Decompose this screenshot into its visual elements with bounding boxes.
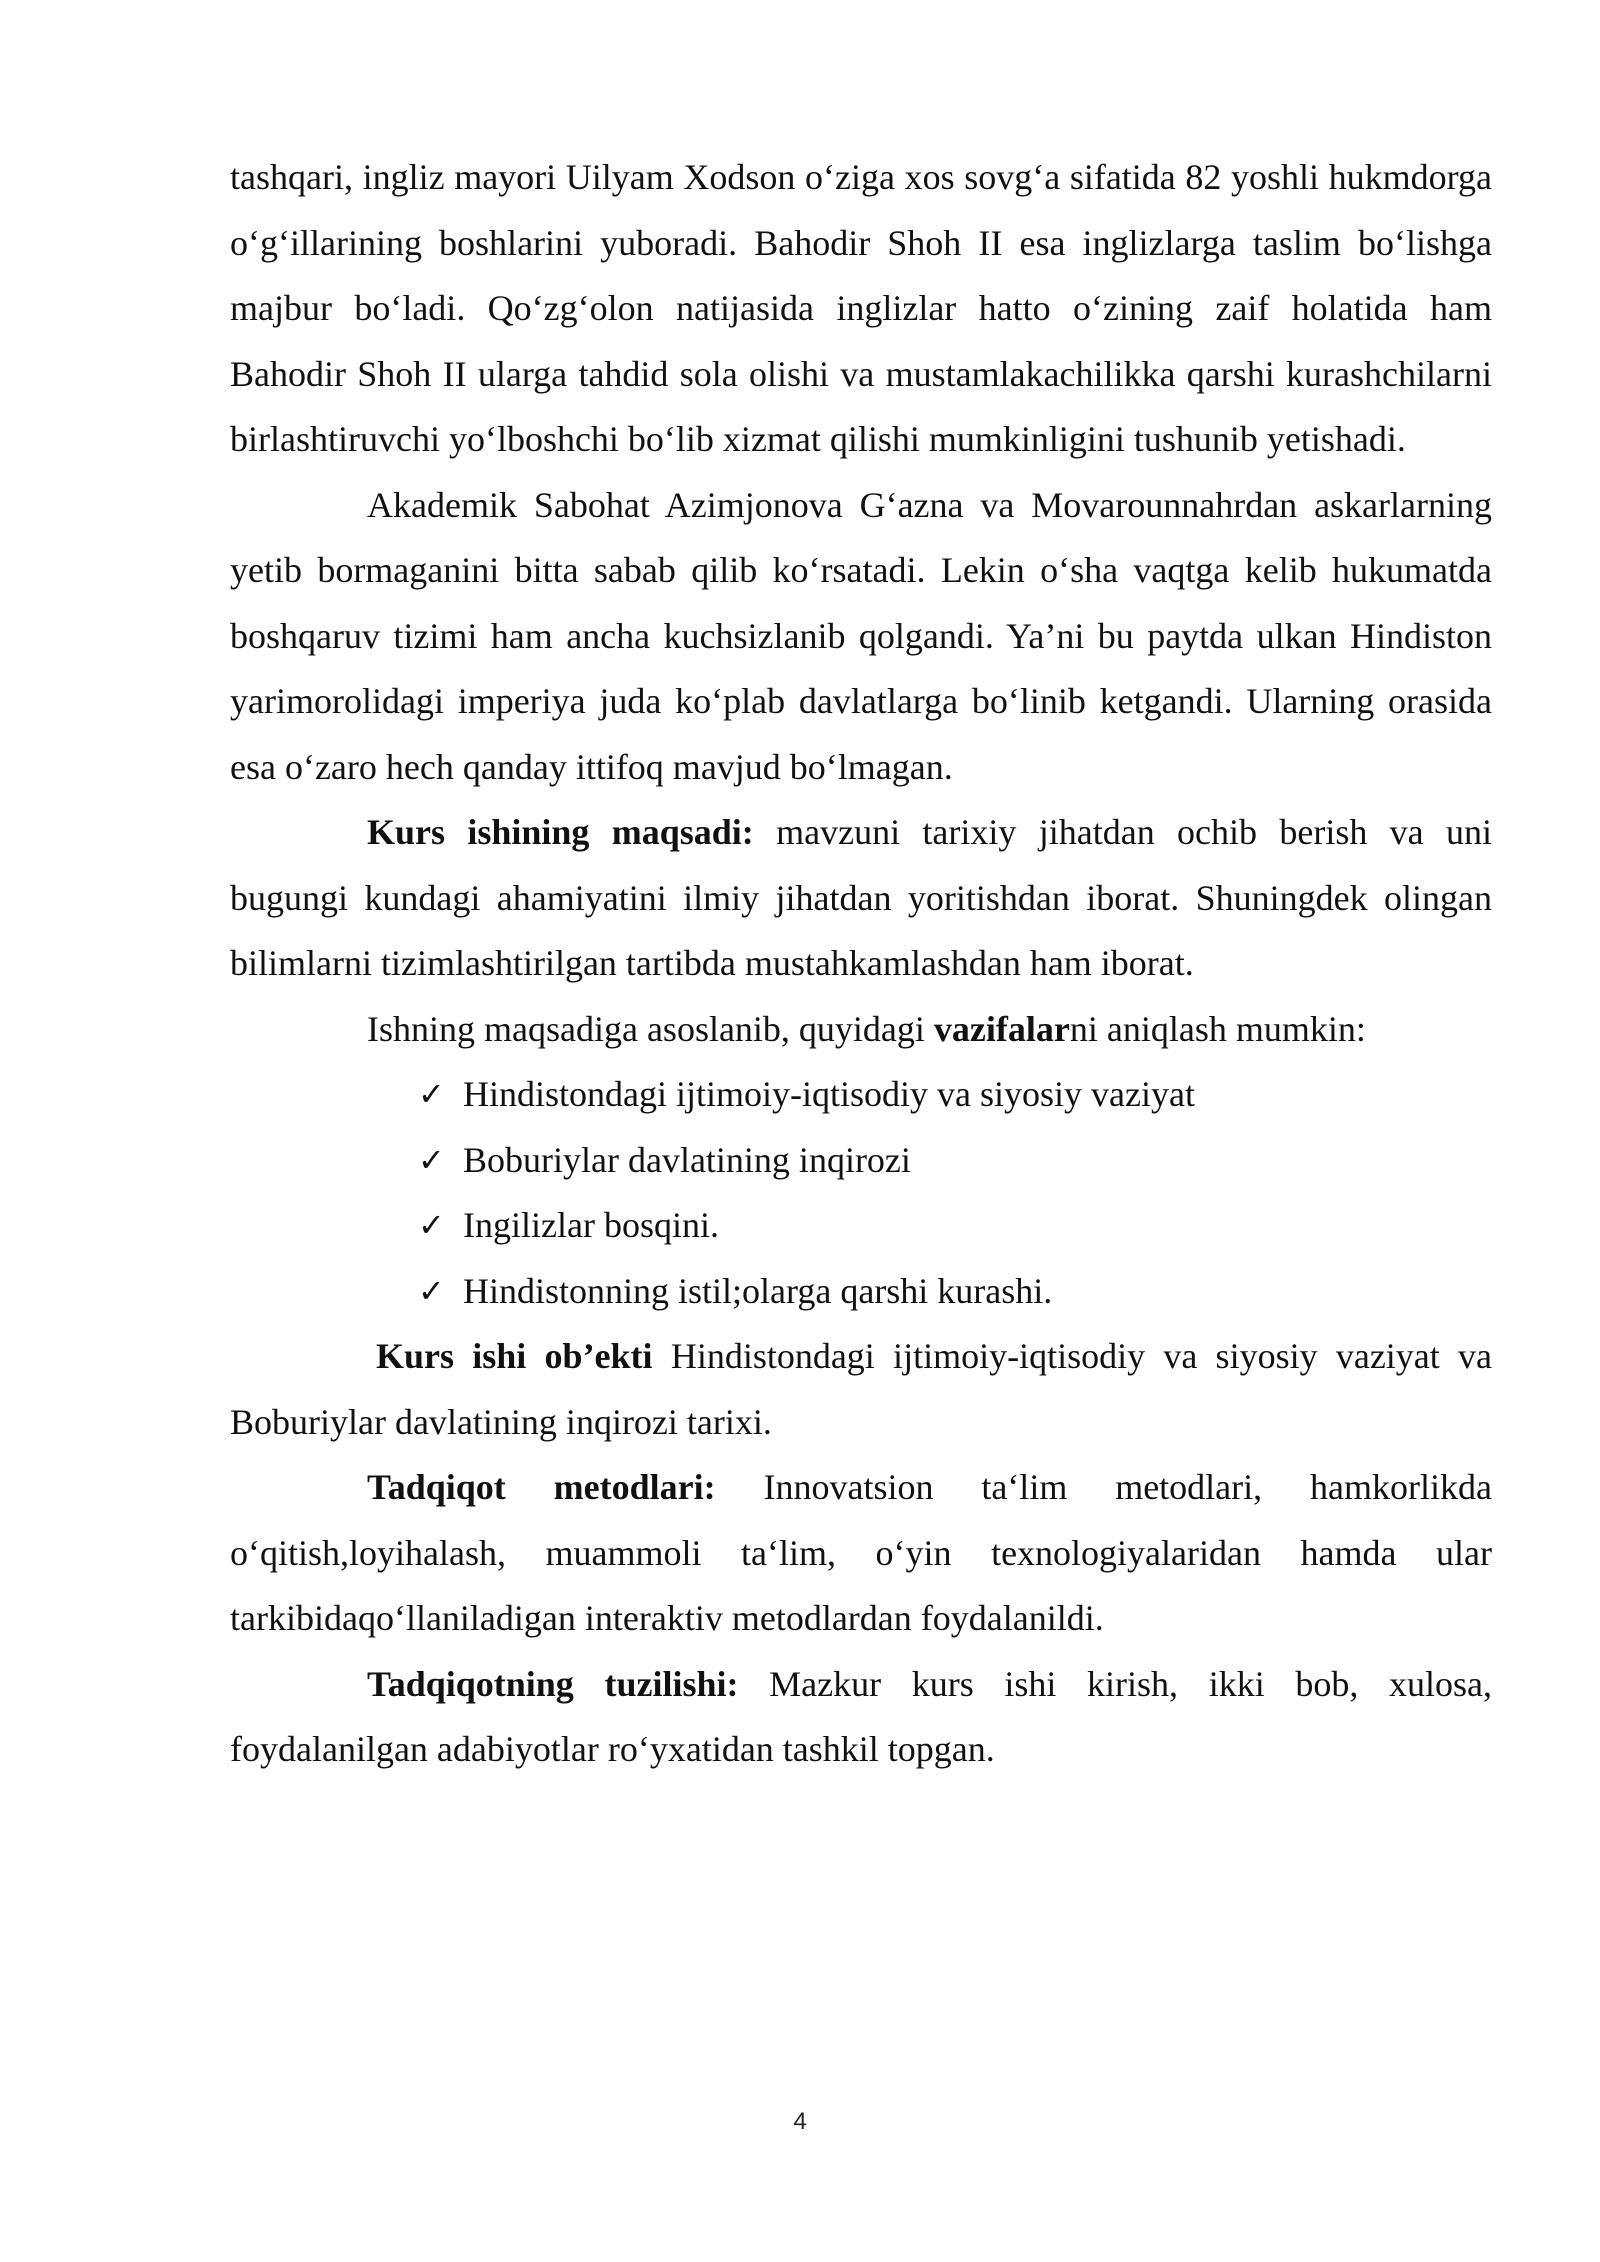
structure-text: Mazkur kurs ishi kirish, ikki bob, xulosa, foydalanilgan adabiyotlar ro‘yxatidan tashkil topgan.: [230, 1663, 1492, 1769]
goal-text: mavzuni tarixiy jihatdan ochib berish va uni bugungi kundagi ahamiyatini ilmiy jihatdan yoritishdan iborat. Shuningdek olingan bilimlarni tizimlashtirilgan tartibda mustahkamlashdan ham iborat.: [230, 812, 1492, 983]
checklist-item-text: Boburiylar davlatining inqirozi: [463, 1139, 911, 1180]
checklist-item: [230, 1193, 1492, 1259]
tasks-intro-suffix: ni aniqlash mumkin:: [1069, 1008, 1366, 1049]
page-body: [230, 145, 1492, 1783]
checklist-item-text: Hindistonning istil;olarga qarshi kurashi.: [463, 1270, 1053, 1311]
methods-heading: Tadqiqot metodlari:: [367, 1467, 716, 1507]
structure-heading: Tadqiqotning tuzilishi:: [367, 1663, 739, 1704]
methods-text: Innovatsion ta‘lim metodlari, hamkorlikda o‘qitish,loyihalash, muammoli ta‘lim, o‘yin texnologiyalaridan hamda ular tarkibidaqo‘llaniladigan interaktiv metodlardan foydalanildi.: [230, 1467, 1492, 1638]
task-checklist: [230, 1062, 1492, 1324]
tasks-intro-text: Ishning maqsadiga asoslanib, quyidagi: [367, 1008, 934, 1049]
page-number: 4: [793, 2108, 807, 2135]
goal-heading: Kurs ishining maqsadi:: [367, 812, 754, 852]
checklist-item-text: Hindistondagi ijtimoiy-iqtisodiy va siyosiy vaziyat: [463, 1074, 1195, 1114]
checkmark-icon: ✓: [418, 1206, 445, 1244]
object-heading: Kurs ishi ob’ekti: [376, 1336, 653, 1376]
paragraph-methods: [230, 1455, 1492, 1652]
paragraph-1: tashqari, ingliz mayori Uilyam Xodson o‘ziga xos sovg‘a sifatida 82 yoshli hukmdorga o‘g‘illarining boshlarini yuboradi. Bahodir Shoh II esa inglizlarga taslim bo‘lishga majbur bo‘ladi. Qo‘zg‘olon natijasida inglizlar hatto o‘zining zaif holatida ham Bahodir Shoh II ularga tahdid sola olishi va mustamlakachilikka qarshi kurashchilarni birlashtiruvchi yo‘lboshchi bo‘lib xizmat qilishi mumkinligini tushunib yetishadi.: [230, 157, 1492, 459]
checkmark-icon: ✓: [418, 1271, 445, 1310]
paragraph-2: Akademik Sabohat Azimjonova G‘azna va Movarounnahrdan askarlarning yetib bormaganini bitta sabab qilib ko‘rsatadi. Lekin o‘sha vaqtga kelib hukumatda boshqaruv tizimi ham ancha kuchsizlanib qolgandi. Ya’ni bu paytda ulkan Hindiston yarimorolidagi imperiya juda ko‘plab davlatlarga bo‘linib ketgandi. Ularning orasida esa o‘zaro hech qanday ittifoq mavjud bo‘lmagan.: [230, 484, 1492, 787]
object-text: Hindistondagi ijtimoiy-iqtisodiy va siyosiy vaziyat va Boburiylar davlatining inqirozi tarixi.: [230, 1336, 1493, 1442]
paragraph-structure: [230, 1652, 1492, 1783]
checklist-item-text: Ingilizlar bosqini.: [463, 1205, 719, 1245]
checkmark-icon: ✓: [418, 1140, 445, 1179]
paragraph-object: [230, 1324, 1492, 1455]
paragraph-goal: [230, 800, 1492, 997]
checkmark-icon: ✓: [418, 1075, 445, 1113]
checklist-item: [230, 1062, 1492, 1128]
paragraph-tasks-intro: [230, 997, 1492, 1063]
checklist-item: [230, 1128, 1492, 1194]
checklist-item: [230, 1259, 1492, 1325]
tasks-keyword: vazifalar: [933, 1008, 1070, 1049]
